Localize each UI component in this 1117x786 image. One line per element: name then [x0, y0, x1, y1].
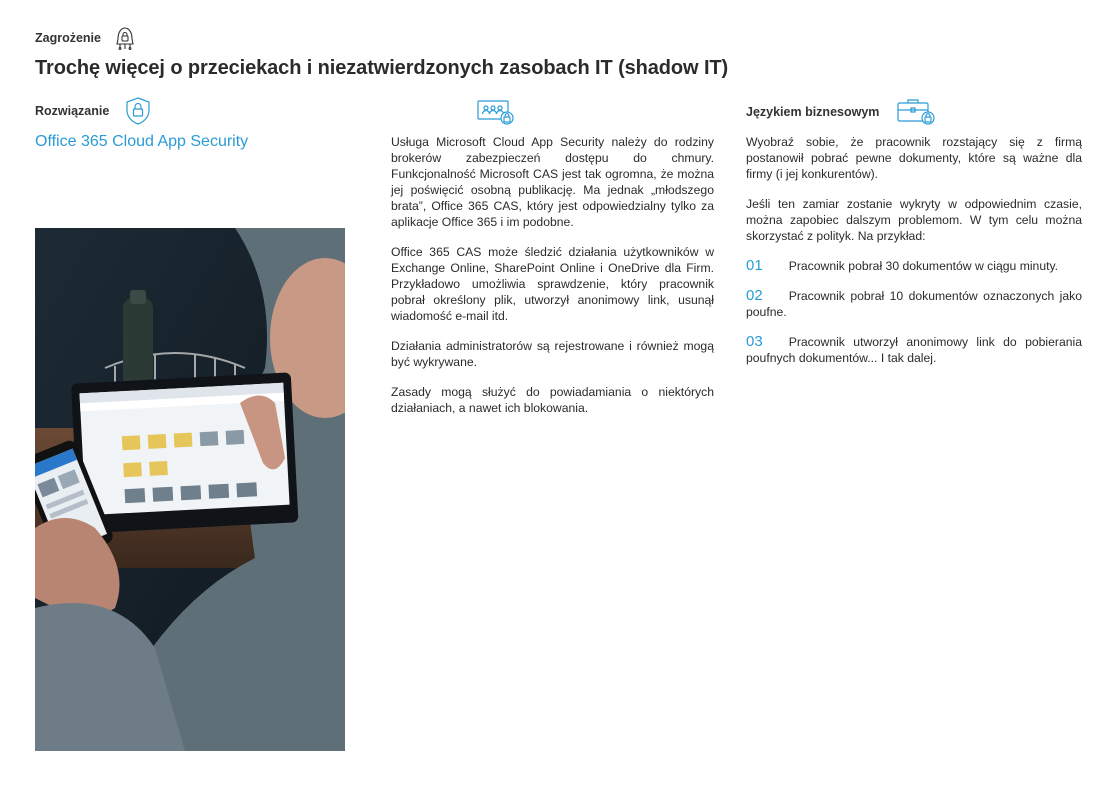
middle-paragraph-4: Zasady mogą służyć do powiadamiania o niektórych działaniach, a nawet ich blokowania. [391, 385, 714, 415]
list-item [746, 288, 1082, 320]
shield-lock-icon [123, 96, 153, 126]
list-item-text: Pracownik pobrał 10 dokumentów oznaczonych jako poufne. [746, 289, 1082, 319]
list-item-text: Pracownik pobrał 30 dokumentów w ciągu minuty. [788, 259, 1059, 273]
middle-text-column [391, 134, 714, 430]
business-label: Językiem biznesowym [746, 105, 880, 119]
list-item [746, 258, 1082, 274]
list-item-number: 01 [746, 257, 763, 274]
product-name: Office 365 Cloud App Security [35, 133, 249, 150]
middle-paragraph-3: Działania administratorów są rejestrowane i również mogą być wykrywane. [391, 339, 714, 369]
people-lock-icon [475, 98, 515, 126]
list-item-number: 03 [746, 333, 763, 350]
hacker-icon [112, 25, 138, 51]
business-paragraph-2: Jeśli ten zamiar zostanie wykryty w odpowiednim czasie, można zapobiec dalszym problemom. W tym celu można skorzystać z polityk. Na przykład: [746, 197, 1082, 243]
list-item-number: 02 [746, 287, 763, 304]
briefcase-lock-icon [896, 96, 936, 126]
middle-paragraph-2: Office 365 CAS może śledzić działania użytkowników w Exchange Online, SharePoint Online i OneDrive dla Firm. Przykładowo umożliwia sprawdzenie, który pracownik pobrał określony plik, utworzył anonimowy link, usunął wiadomość e-mail itd. [391, 245, 714, 323]
solution-label: Rozwiązanie [35, 104, 110, 118]
page-title: Trochę więcej o przeciekach i niezatwierdzonych zasobach IT (shadow IT) [35, 57, 729, 79]
middle-paragraph-1: Usługa Microsoft Cloud App Security należy do rodziny brokerów zabezpieczeń dostępu do chmury. Funkcjonalność Microsoft CAS jest tak ogromna, że można jej poświęcić osobną publikację. Ma jednak „młodszego brata”, Office 365 CAS, który jest odpowiedzialny tylko za aplikacje Office 365 i im podobne. [391, 135, 714, 229]
list-item [746, 334, 1082, 366]
business-paragraph-1: Wyobraź sobie, że pracownik rozstający się z firmą postanowił pobrać pewne dokumenty, które są ważne dla firmy (i jej konkurentów). [746, 135, 1082, 181]
photo-person-tablet [35, 228, 345, 751]
business-text-column [746, 134, 1082, 380]
list-item-text: Pracownik utworzył anonimowy link do pobierania poufnych dokumentów... I tak dalej. [746, 335, 1082, 365]
threat-label: Zagrożenie [35, 31, 101, 45]
